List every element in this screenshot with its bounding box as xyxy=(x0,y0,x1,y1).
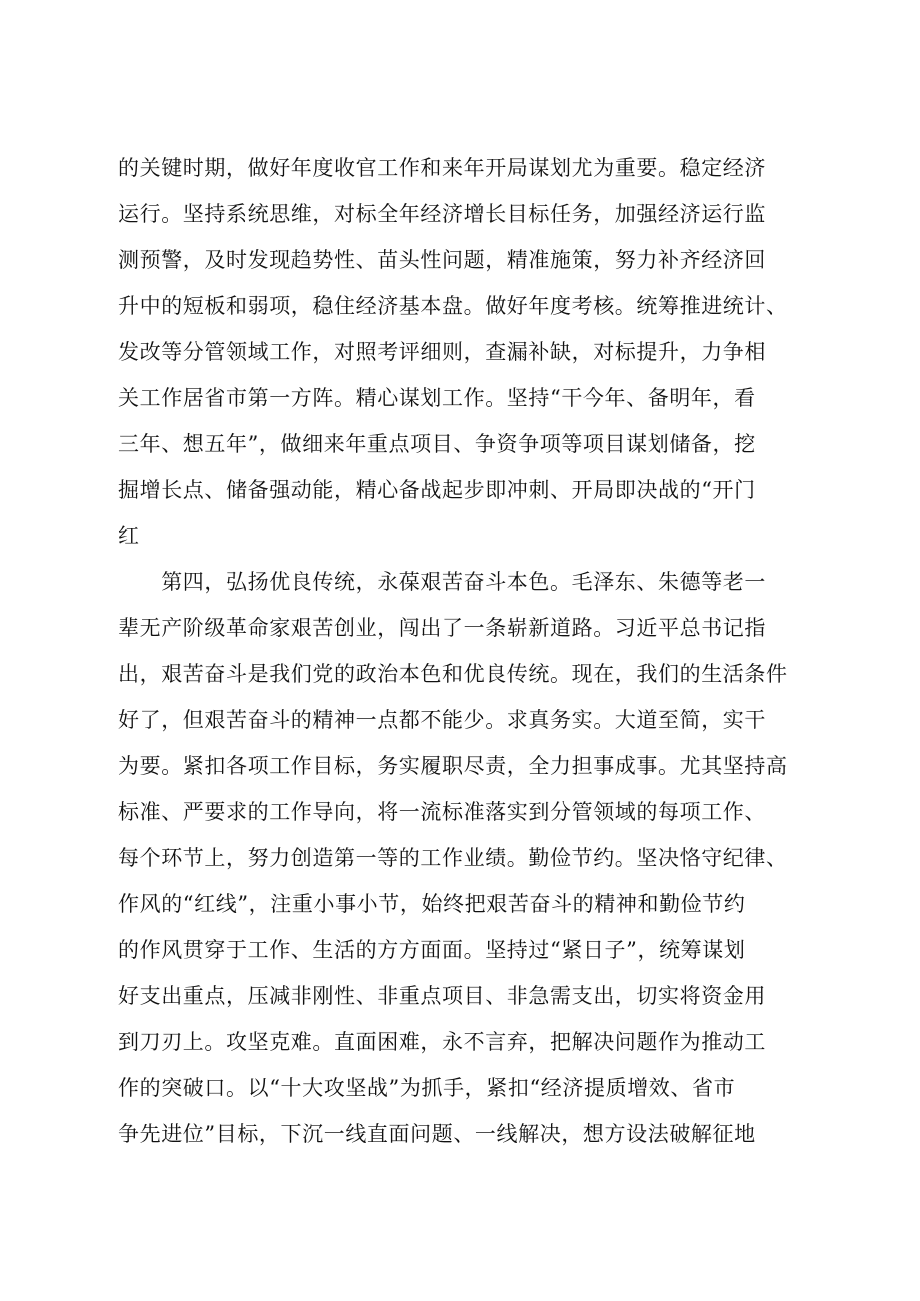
text-line: 好了，但艰苦奋斗的精神一点都不能少。求真务实。大道至简，实干 xyxy=(118,708,766,732)
text-line: 争先进位”目标，下沉一线直面问题、一线解决，想方设法破解征地 xyxy=(118,1122,756,1146)
text-line: 辈无产阶级革命家艰苦创业，闯出了一条崭新道路。习近平总书记指 xyxy=(118,616,766,640)
text-line: 作风的“红线”，注重小事小节，始终把艰苦奋斗的精神和勤俭节约 xyxy=(118,892,746,916)
text-line: 红 xyxy=(118,524,140,548)
text-line: 标准、严要求的工作导向，将一流标准落实到分管领域的每项工作、 xyxy=(118,800,766,824)
text-line: 升中的短板和弱项，稳住经济基本盘。做好年度考核。统筹推进统计、 xyxy=(118,294,788,318)
text-line: 到刀刃上。攻坚克难。直面困难，永不言弃，把解决问题作为推动工 xyxy=(118,1030,766,1054)
text-line: 的关键时期，做好年度收官工作和来年开局谋划尤为重要。稳定经济 xyxy=(118,156,766,180)
text-line: 为要。紧扣各项工作目标，务实履职尽责，全力担事成事。尤其坚持高 xyxy=(118,754,788,778)
text-line: 测预警，及时发现趋势性、苗头性问题，精准施策，努力补齐经济回 xyxy=(118,248,766,272)
text-line: 运行。坚持系统思维，对标全年经济增长目标任务，加强经济运行监 xyxy=(118,202,766,226)
text-line: 出，艰苦奋斗是我们党的政治本色和优良传统。现在，我们的生活条件 xyxy=(118,662,788,686)
paragraph-start-line: 第四，弘扬优良传统，永葆艰苦奋斗本色。毛泽东、朱德等老一 xyxy=(118,570,766,594)
document-body xyxy=(118,145,818,1157)
text-line: 关工作居省市第一方阵。精心谋划工作。坚持“干今年、备明年，看 xyxy=(118,386,756,410)
text-line: 每个环节上，努力创造第一等的工作业绩。勤俭节约。坚决恪守纪律、 xyxy=(118,846,788,870)
text-line: 作的突破口。以“十大攻坚战”为抓手，紧扣“经济提质增效、省市 xyxy=(118,1076,736,1100)
text-line: 的作风贯穿于工作、生活的方方面面。坚持过“紧日子”，统筹谋划 xyxy=(118,938,746,962)
text-line: 好支出重点，压减非刚性、非重点项目、非急需支出，切实将资金用 xyxy=(118,984,766,1008)
text-line: 掘增长点、储备强动能，精心备战起步即冲刺、开局即决战的“开门 xyxy=(118,478,756,502)
text-line: 发改等分管领域工作，对照考评细则，查漏补缺，对标提升，力争相 xyxy=(118,340,766,364)
text-line: 三年、想五年”，做细来年重点项目、争资争项等项目谋划储备，挖 xyxy=(118,432,756,456)
